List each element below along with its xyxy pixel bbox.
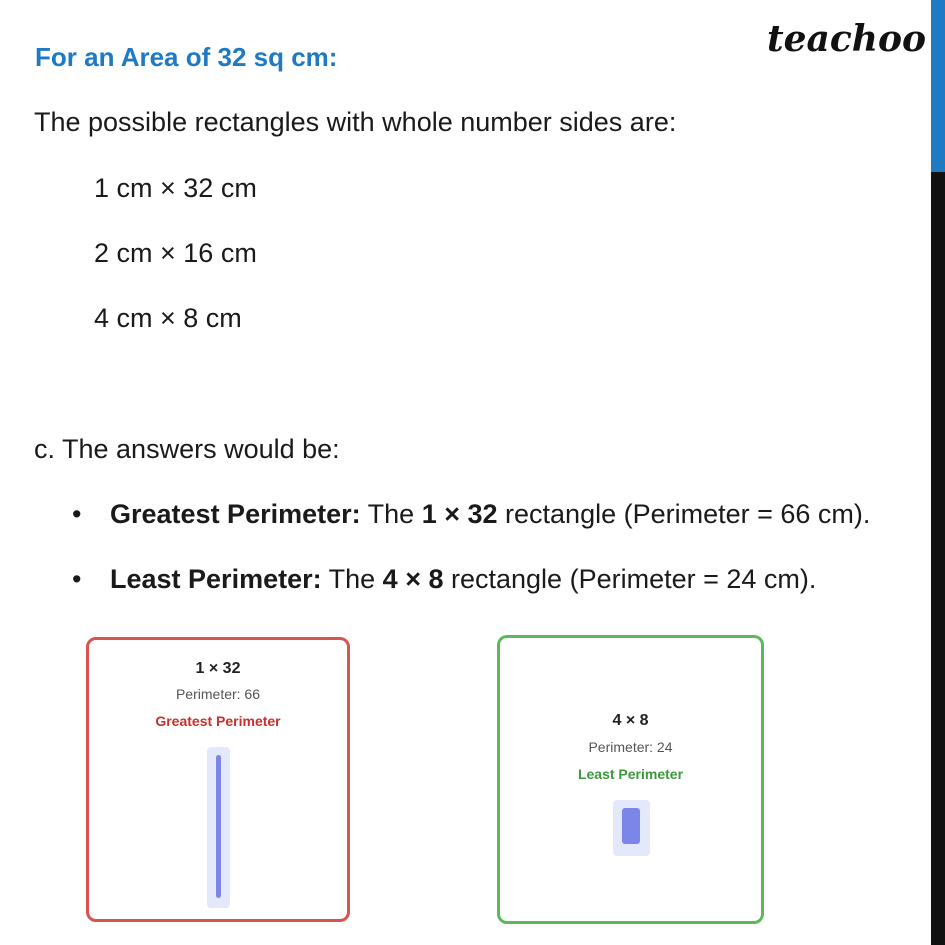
bullet-dims: 4 × 8 <box>382 564 444 594</box>
section-heading: For an Area of 32 sq cm: <box>35 42 338 72</box>
bullet-least-perimeter <box>72 561 816 597</box>
bullet-text-pre: The <box>367 499 415 529</box>
intro-text: The possible rectangles with whole number sides are: <box>34 107 677 137</box>
right-edge-accent <box>931 0 945 172</box>
bullet-dims: 1 × 32 <box>421 499 498 529</box>
card-greatest-perimeter <box>86 637 350 922</box>
bullet-text-post: rectangle (Perimeter = 24 cm). <box>451 564 817 594</box>
card-title: 4 × 8 <box>612 712 649 729</box>
rectangle-option-1: 1 cm × 32 cm <box>94 173 257 203</box>
card-least-perimeter <box>497 635 764 924</box>
rectangle-option-2: 2 cm × 16 cm <box>94 238 257 268</box>
card-title: 1 × 32 <box>195 660 241 677</box>
bullet-marker: • <box>72 564 82 594</box>
bullet-greatest-perimeter <box>72 496 870 532</box>
rectangle-shape-1x32 <box>216 755 221 898</box>
answers-intro: c. The answers would be: <box>34 434 340 464</box>
rectangle-shape-4x8 <box>622 808 640 844</box>
bullet-marker: • <box>72 499 82 529</box>
bullet-label: Least Perimeter: <box>110 564 322 594</box>
card-label: Least Perimeter <box>577 766 684 782</box>
rectangle-option-3: 4 cm × 8 cm <box>94 303 242 333</box>
bullet-label: Greatest Perimeter: <box>110 499 361 529</box>
card-label: Greatest Perimeter <box>155 713 281 729</box>
card-perimeter: Perimeter: 24 <box>588 739 673 755</box>
card-perimeter: Perimeter: 66 <box>175 686 261 702</box>
teachoo-logo: teachoo <box>767 18 926 60</box>
bullet-text-pre: The <box>328 564 376 594</box>
bullet-text-post: rectangle (Perimeter = 66 cm). <box>505 499 871 529</box>
